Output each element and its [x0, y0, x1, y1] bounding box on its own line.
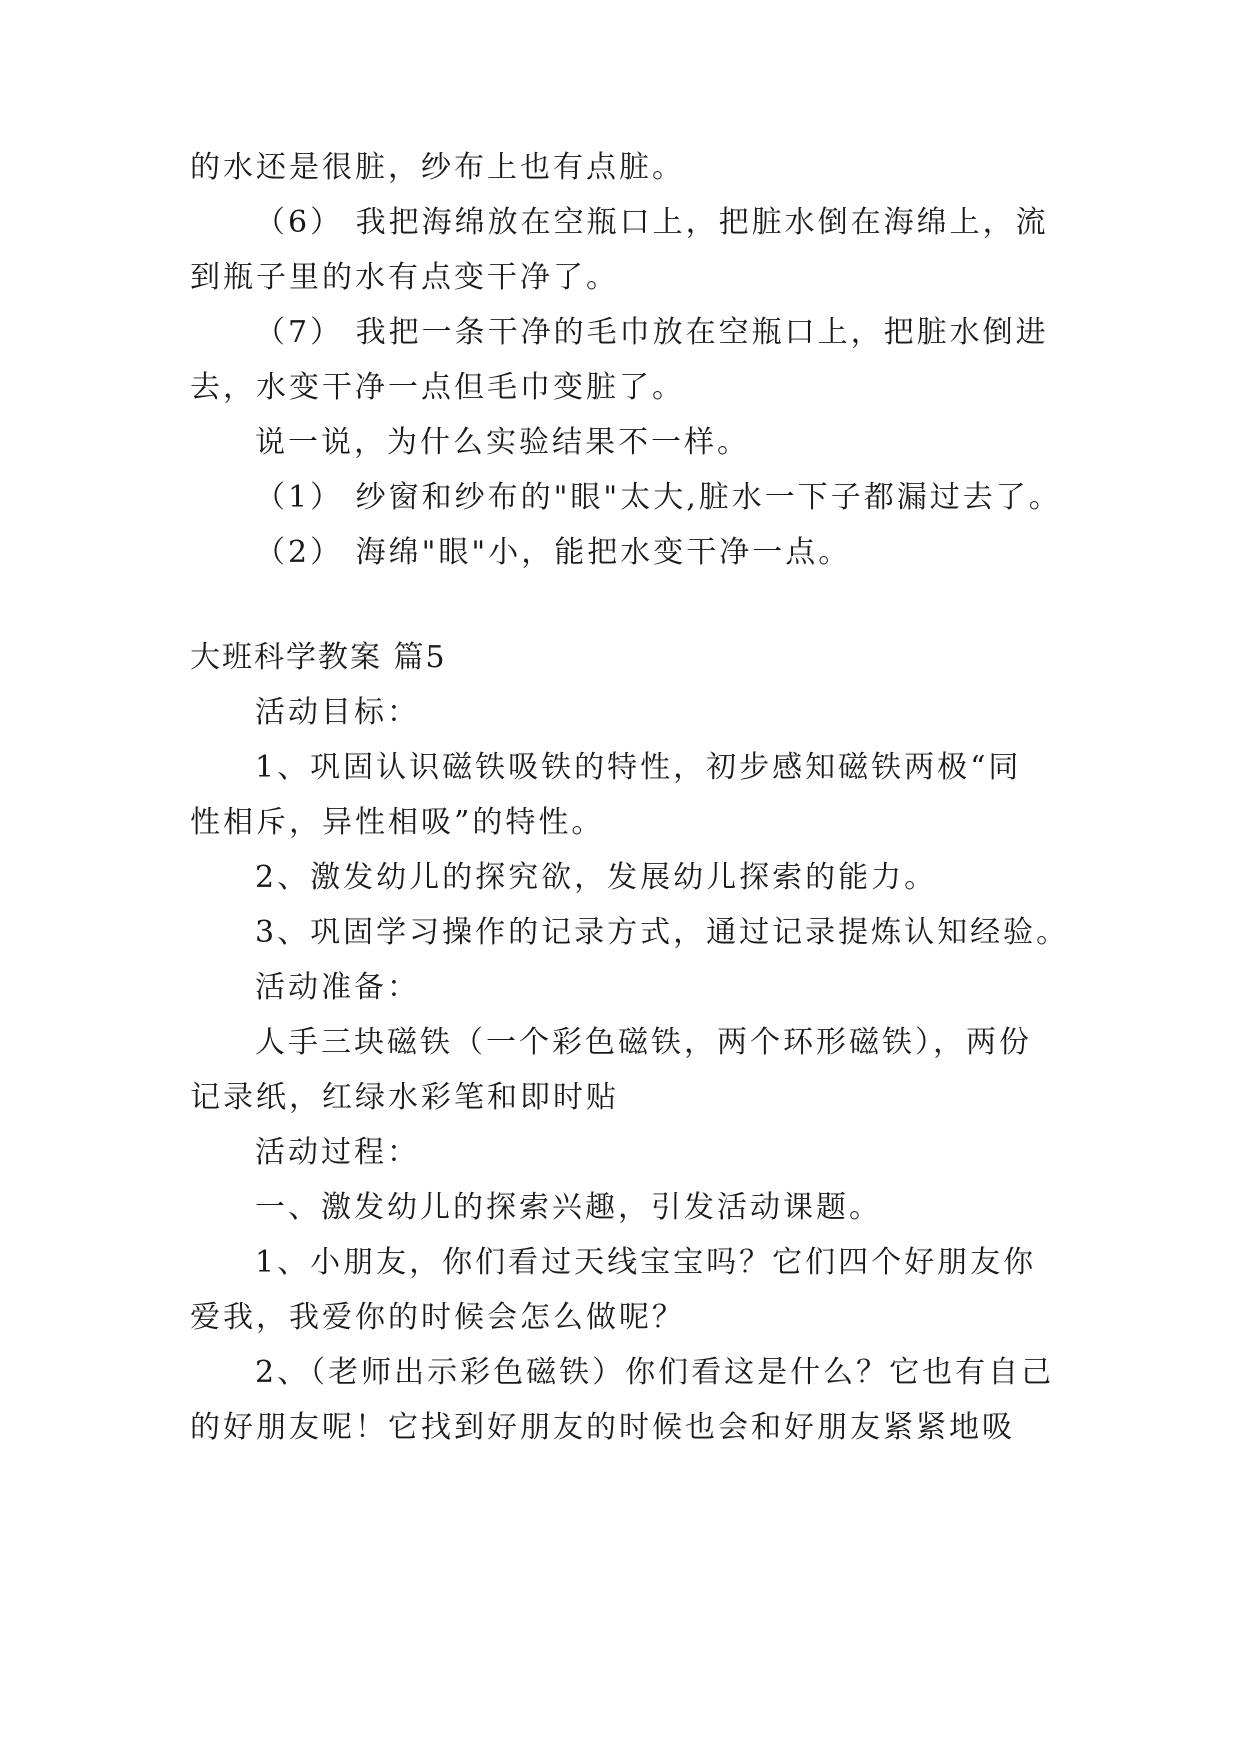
- paragraph-line: 说一说，为什么实验结果不一样。: [255, 425, 750, 460]
- paragraph-line: 去，水变干净一点但毛巾变脏了。: [190, 370, 685, 405]
- section-title: 大班科学教案 篇5: [190, 640, 447, 675]
- paragraph-line: 到瓶子里的水有点变干净了。: [190, 260, 619, 295]
- paragraph-line: 爱我，我爱你的时候会怎么做呢？: [190, 1300, 685, 1335]
- paragraph-line: （6） 我把海绵放在空瓶口上，把脏水倒在海绵上，流: [255, 205, 1049, 240]
- paragraph-line: 的好朋友呢！它找到好朋友的时候也会和好朋友紧紧地吸: [190, 1410, 1015, 1445]
- paragraph-line: 记录纸，红绿水彩笔和即时贴: [190, 1080, 619, 1115]
- paragraph-line: （2） 海绵"眼"小，能把水变干净一点。: [255, 535, 852, 570]
- paragraph-line: 性相斥，异性相吸”的特性。: [190, 805, 605, 840]
- paragraph-line: 2、激发幼儿的探究欲，发展幼儿探索的能力。: [255, 860, 938, 895]
- paragraph-line: 人手三块磁铁（一个彩色磁铁，两个环形磁铁），两份: [255, 1025, 1032, 1060]
- paragraph-line: 活动目标：: [255, 695, 420, 730]
- paragraph-line: 一、激发幼儿的探索兴趣，引发活动课题。: [255, 1190, 882, 1225]
- paragraph-line: 3、巩固学习操作的记录方式，通过记录提炼认知经验。: [255, 915, 1070, 950]
- paragraph-line: （1） 纱窗和纱布的"眼"太大,脏水一下子都漏过去了。: [255, 480, 1062, 515]
- paragraph-line: 1、巩固认识磁铁吸铁的特性，初步感知磁铁两极“同: [255, 750, 1022, 785]
- paragraph-line: （7） 我把一条干净的毛巾放在空瓶口上，把脏水倒进: [255, 315, 1049, 350]
- paragraph-line: 的水还是很脏，纱布上也有点脏。: [190, 150, 685, 185]
- paragraph-line: 1、小朋友，你们看过天线宝宝吗？它们四个好朋友你: [255, 1245, 1037, 1280]
- paragraph-line: 活动过程：: [255, 1135, 420, 1170]
- paragraph-line: 活动准备：: [255, 970, 420, 1005]
- paragraph-line: 2、（老师出示彩色磁铁）你们看这是什么？它也有自己: [255, 1355, 1055, 1390]
